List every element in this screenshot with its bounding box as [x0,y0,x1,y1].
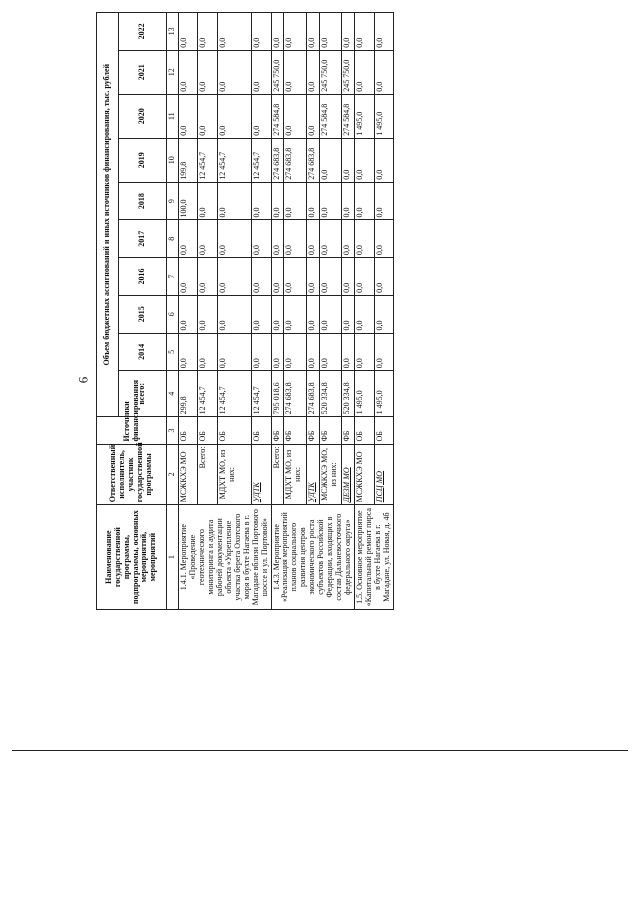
financing-table [96,12,394,610]
row-value-cell: 274 683,8 [271,138,284,182]
column-number: 10 [167,138,179,182]
row-value-cell: 274 683,8 [306,138,319,182]
row-responsible-cell: МДХТ МО, из них: [217,444,251,505]
row-value-cell: 0,0 [342,138,355,182]
row-value-cell: 0,0 [217,94,251,138]
col-resp-header: Ответственный исполнитель, участник государственной программы [97,444,167,505]
row-responsible-cell: МСЖКХЭ МО [355,444,374,505]
row-value-cell: 0,0 [217,50,251,94]
column-number: 2 [167,444,179,505]
row-value-cell: 0,0 [355,295,374,333]
row-value-cell: 520 334,8 [342,371,355,417]
row-value-cell: 0,0 [374,295,393,333]
row-value-cell: 0,0 [355,182,374,220]
row-value-cell: 0,0 [198,13,217,51]
row-responsible-cell: Всего: [271,444,284,505]
row-value-cell: 0,0 [198,333,217,371]
row-value-cell: 0,0 [319,13,341,51]
row-value-cell: 0,0 [355,13,374,51]
row-responsible-cell: МДХТ МО, из них: [284,444,306,505]
row-value-cell: 0,0 [306,50,319,94]
year-header: 2019 [119,138,167,182]
row-value-cell: 0,0 [198,94,217,138]
row-source-cell: ОБ [355,417,374,444]
row-source-cell: ФБ [319,417,341,444]
row-value-cell: 0,0 [319,220,341,258]
row-value-cell: 0,0 [179,295,198,333]
row-value-cell: 0,0 [284,94,306,138]
row-value-cell: 0,0 [198,220,217,258]
row-source-cell: ОБ [179,417,198,444]
column-number: 7 [167,258,179,296]
row-value-cell: 795 018,6 [271,371,284,417]
year-header: 2015 [119,295,167,333]
year-header: 2021 [119,50,167,94]
row-value-cell: 0,0 [306,94,319,138]
row-value-cell: 0,0 [271,220,284,258]
row-value-cell: 0,0 [355,258,374,296]
row-value-cell: 1 495,0 [355,94,374,138]
row-value-cell: 0,0 [374,182,393,220]
row-responsible-cell: Всего: [198,444,217,505]
row-value-cell: 0,0 [284,13,306,51]
row-source-cell: ОБ [198,417,217,444]
row-value-cell: 0,0 [355,138,374,182]
row-value-cell: 12 454,7 [217,371,251,417]
row-value-cell: 12 454,7 [252,371,272,417]
row-value-cell: 299,8 [179,371,198,417]
row-value-cell: 0,0 [271,333,284,371]
row-value-cell: 12 454,7 [198,371,217,417]
year-header: 2014 [119,333,167,371]
row-value-cell: 0,0 [306,13,319,51]
row-value-cell: 0,0 [284,182,306,220]
row-value-cell: 0,0 [252,94,272,138]
row-value-cell: 0,0 [355,50,374,94]
row-value-cell: 245 750,0 [319,50,341,94]
row-value-cell: 0,0 [374,13,393,51]
row-value-cell: 0,0 [179,258,198,296]
rotated-table-wrapper [96,12,562,610]
row-value-cell: 0,0 [374,333,393,371]
row-value-cell: 0,0 [217,258,251,296]
row-value-cell: 12 454,7 [198,138,217,182]
row-value-cell: 0,0 [374,258,393,296]
row-value-cell: 274 683,8 [284,138,306,182]
page-number: 6 [75,376,91,384]
row-value-cell: 0,0 [271,182,284,220]
row-value-cell: 274 683,8 [284,371,306,417]
row-value-cell: 0,0 [198,258,217,296]
row-value-cell: 0,0 [306,258,319,296]
column-number: 11 [167,94,179,138]
year-header: 2022 [119,13,167,51]
row-value-cell: 199,8 [179,138,198,182]
row-value-cell: 0,0 [179,50,198,94]
column-number: 1 [167,505,179,610]
row-value-cell: 0,0 [284,258,306,296]
row-value-cell: 1 495,0 [374,94,393,138]
year-header: 2020 [119,94,167,138]
row-value-cell: 520 334,8 [319,371,341,417]
row-value-cell: 0,0 [252,50,272,94]
row-value-cell: 0,0 [217,13,251,51]
row-responsible-cell: УДТК [306,444,319,505]
page-divider-line [12,750,628,751]
row-responsible-cell: ПСЦ МО [374,444,393,505]
column-number: 4 [167,371,179,417]
row-source-cell: ОБ [217,417,251,444]
row-value-cell: 0,0 [319,258,341,296]
col-volume-header: Объем бюджетных ассигнований и иных источников финансирования, тыс. рублей [97,13,119,417]
row-value-cell: 0,0 [252,182,272,220]
row-value-cell: 0,0 [179,333,198,371]
row-value-cell: 274 584,8 [342,94,355,138]
row-source-cell: ФБ [306,417,319,444]
row-value-cell: 0,0 [319,295,341,333]
column-number: 12 [167,50,179,94]
row-value-cell: 0,0 [342,295,355,333]
row-source-cell: ОБ [252,417,272,444]
row-value-cell: 0,0 [198,50,217,94]
row-value-cell: 12 454,7 [252,138,272,182]
row-value-cell: 0,0 [217,220,251,258]
row-value-cell: 0,0 [198,182,217,220]
column-number: 13 [167,13,179,51]
row-responsible-cell: МСЖКХЭ МО, из них: [319,444,341,505]
row-value-cell: 0,0 [306,182,319,220]
row-value-cell: 0,0 [252,258,272,296]
row-value-cell: 0,0 [374,220,393,258]
row-value-cell: 274 683,8 [306,371,319,417]
row-value-cell: 0,0 [217,182,251,220]
col-src-header: Источники финансирования [97,417,167,444]
column-number: 5 [167,333,179,371]
row-value-cell: 0,0 [355,333,374,371]
column-number: 9 [167,182,179,220]
table-row [179,13,198,610]
row-name-cell: 1.4.1. Мероприятие «Проведение геотехнического мониторинга и аудита рабочей документации объекта «Укрепление участка берега Охотского моря в бухте Нагаева в г. Магадане вблизи Портового шоссе и ул. Портовой» [179,505,272,610]
row-value-cell: 0,0 [198,295,217,333]
row-name-cell: 1.4.3. Мероприятие «Реализация мероприятий планов социального развития центров экономического роста субъектов Российской Федерации, входящих в состав Дальневосточного федерального округа» [271,505,355,610]
row-value-cell: 0,0 [252,13,272,51]
row-value-cell: 0,0 [374,138,393,182]
row-value-cell: 0,0 [271,295,284,333]
row-value-cell: 0,0 [306,333,319,371]
row-value-cell: 12 454,7 [217,138,251,182]
row-responsible-cell: УДТК [252,444,272,505]
row-value-cell: 0,0 [319,138,341,182]
table-row [355,13,374,610]
row-value-cell: 0,0 [284,220,306,258]
row-source-cell: ФБ [284,417,306,444]
row-value-cell: 0,0 [374,50,393,94]
row-value-cell: 0,0 [306,220,319,258]
row-value-cell: 0,0 [179,220,198,258]
row-value-cell: 0,0 [284,333,306,371]
row-value-cell: 0,0 [342,13,355,51]
column-number: 8 [167,220,179,258]
row-value-cell: 0,0 [217,295,251,333]
table-row [271,13,284,610]
row-value-cell: 100,0 [179,182,198,220]
row-value-cell: 0,0 [319,333,341,371]
row-value-cell: 0,0 [217,333,251,371]
row-value-cell: 0,0 [271,258,284,296]
year-header: 2016 [119,258,167,296]
row-value-cell: 0,0 [252,295,272,333]
row-responsible-cell: ДЕЗМ МО [342,444,355,505]
row-value-cell: 0,0 [179,13,198,51]
row-source-cell: ФБ [271,417,284,444]
row-value-cell: 274 584,8 [271,94,284,138]
row-value-cell: 0,0 [342,182,355,220]
row-value-cell: 245 750,0 [271,50,284,94]
row-value-cell: 0,0 [252,333,272,371]
row-value-cell: 0,0 [284,295,306,333]
row-value-cell: 0,0 [306,295,319,333]
row-value-cell: 0,0 [271,13,284,51]
row-value-cell: 0,0 [355,220,374,258]
column-number: 3 [167,417,179,444]
col-name-header: Наименование государственной программы, подпрограммы, основных мероприятий, мероприятий [97,505,167,610]
row-value-cell: 0,0 [342,258,355,296]
col-total-header: всего: [119,371,167,417]
row-responsible-cell: МСЖКХЭ МО [179,444,198,505]
year-header: 2017 [119,220,167,258]
row-value-cell: 0,0 [342,333,355,371]
row-value-cell: 245 750,0 [342,50,355,94]
row-source-cell: ФБ [342,417,355,444]
column-number: 6 [167,295,179,333]
row-source-cell: ОБ [374,417,393,444]
row-value-cell: 1 495,0 [374,371,393,417]
row-value-cell: 274 584,8 [319,94,341,138]
row-value-cell: 0,0 [319,182,341,220]
row-value-cell: 0,0 [284,50,306,94]
row-value-cell: 0,0 [342,220,355,258]
row-value-cell: 0,0 [179,94,198,138]
year-header: 2018 [119,182,167,220]
row-value-cell: 1 495,0 [355,371,374,417]
row-value-cell: 0,0 [252,220,272,258]
row-name-cell: 1.5. Основное мероприятие «Капитальный ремонт пирса в бухте Нагаева в г. Магадане, ул. Новая, д. 4б [355,505,394,610]
